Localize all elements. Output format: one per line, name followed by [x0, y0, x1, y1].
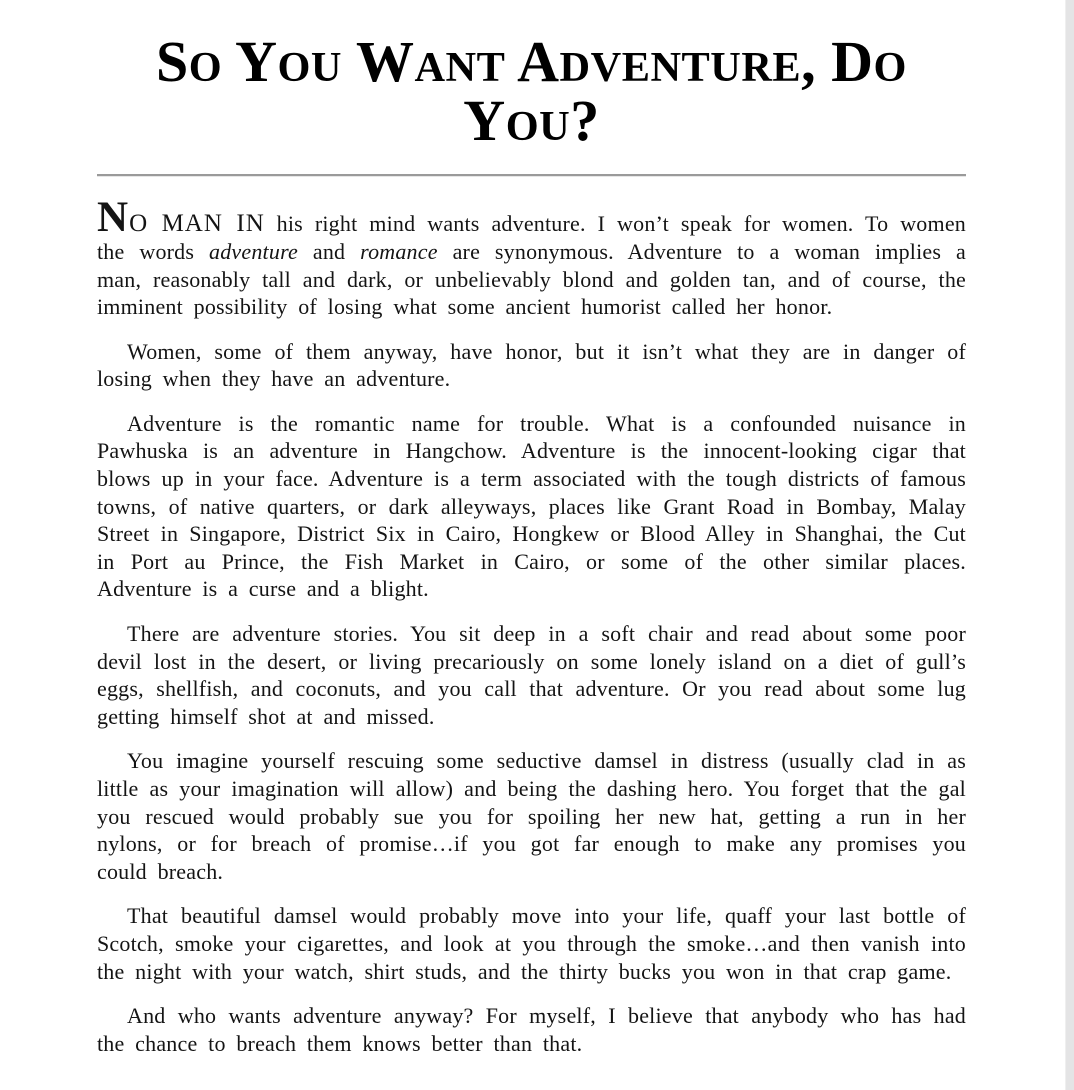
paragraph: Women, some of them anyway, have honor, but it isn’t what they are in danger of losing when they have an adventure.: [97, 338, 966, 392]
paragraph: You imagine yourself rescuing some seductive damsel in distress (usually clad in as little as your imagination will allow) and being the dashing hero. You forget that the gal you rescued would probably sue you for spoiling her new hat, getting a run in her nylons, or for breach of promise…if you got far enough to make any promises you could breach.: [97, 748, 966, 884]
paragraph: That beautiful damsel would probably move into your life, quaff your last bottle of Scotch, smoke your cigarettes, and look at you through the smoke…and then vanish into the night with your watch, shirt studs, and the thirty bucks you won in that crap game.: [97, 903, 966, 984]
paragraph: There are adventure stories. You sit deep in a soft chair and read about some poor devil lost in the desert, or living precariously on some lonely island on a diet of gull’s eggs, shellfish, and coconuts, and you call that adventure. Or you read about some lug getting himself shot at and missed.: [97, 621, 966, 729]
chapter-opening-paragraph: NO MAN IN his right mind wants adventure. I won’t speak for women. To women the words adventure and romance are synonymous. Adventure to a woman implies a man, reasonably tall and dark, or unbelievably blond and golden tan, and of course, the imminent possibility of losing what some ancient humorist called her honor.: [97, 194, 966, 320]
paragraph: Adventure is the romantic name for trouble. What is a confounded nuisance in Pawhuska is an adventure in Hangchow. Adventure is the innocent-looking cigar that blows up in your face. Adventure is a term associated with the tough districts of famous towns, of native quarters, or dark alleyways, places like Grant Road in Bombay, Malay Street in Singapore, District Six in Cairo, Hongkew or Blood Alley in Shanghai, the Cut in Port au Prince, the Fish Market in Cairo, or some of the other similar places. Adventure is a curse and a blight.: [97, 410, 966, 602]
page-title: SO YOU WANT ADVENTURE, DO YOU?: [156, 29, 907, 154]
title-divider: [97, 174, 966, 176]
opening-small-caps: O MAN IN: [129, 210, 265, 238]
chapter-body: [97, 194, 966, 1057]
scrollbar-track[interactable]: [1065, 0, 1074, 1090]
paragraph: And who wants adventure anyway? For myself, I believe that anybody who has had the chance to breach them knows better than that.: [97, 1003, 966, 1056]
raised-initial-cap: N: [97, 194, 130, 242]
